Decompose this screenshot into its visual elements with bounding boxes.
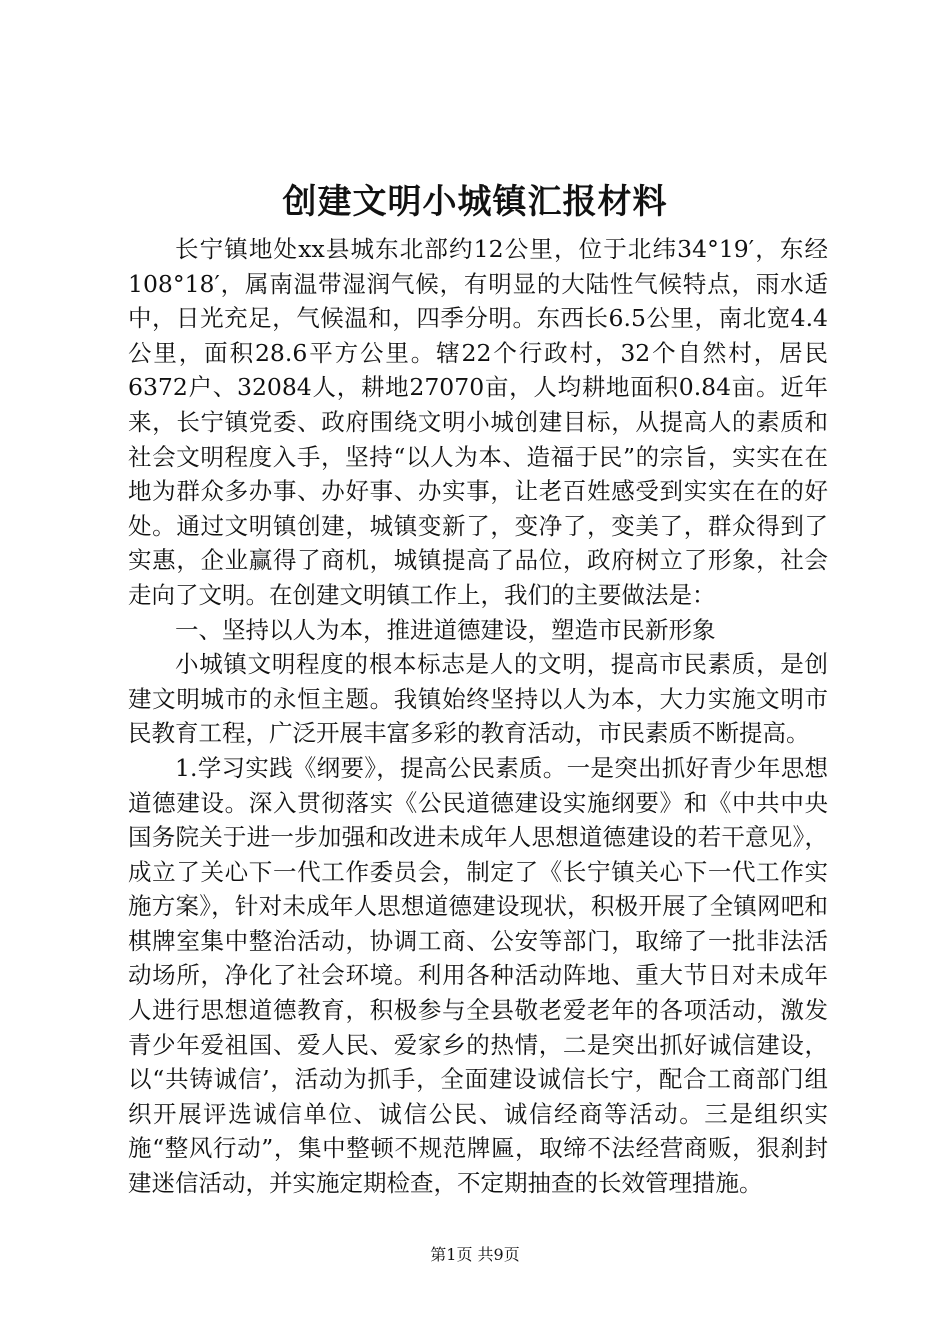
section-1-paragraph: 小城镇文明程度的根本标志是人的文明，提高市民素质，是创建文明城市的永恒主题。我镇始终坚持以人为本，大力实施文明市民教育工程，广泛开展丰富多彩的教育活动，市民素质不断提高。 bbox=[128, 650, 828, 748]
document-title: 创建文明小城镇汇报材料 bbox=[282, 182, 668, 222]
page-footer: 第1页 共9页 bbox=[430, 1245, 520, 1264]
section-heading-1: 一、坚持以人为本，推进道德建设，塑造市民新形象 bbox=[175, 615, 716, 644]
subsection-1-paragraph: 1.学习实践《纲要》，提高公民素质。一是突出抓好青少年思想道德建设。深入贯彻落实《公民道德建设实施纲要》和《中共中央国务院关于进一步加强和改进未成年人思想道德建设的若干意见》，成立了关心下一代工作委员会，制定了《长宁镇关心下一代工作实施方案》，针对未成年人思想道德建设现状，积极开展了全镇网吧和棋牌室集中整治活动，协调工商、公安等部门，取缔了一批非法活动场所，净化了社会环境。利用各种活动阵地、重大节日对未成年人进行思想道德教育，积极参与全县敬老爱老年的各项活动，激发青少年爱祖国、爱人民、爱家乡的热情，二是突出抓好诚信建设，以“共铸诚信’，活动为抓手，全面建设诚信长宁，配合工商部门组织开展评选诚信单位、诚信公民、诚信经商等活动。三是组织实施“整风行动”，集中整顿不规范牌匾，取缔不法经营商贩，狠刹封建迷信活动，并实施定期检查，不定期抽查的长效管理措施。 bbox=[128, 753, 828, 1198]
intro-paragraph: 长宁镇地处xx县城东北部约12公里，位于北纬34°19′，东经108°18′，属南温带湿润气候，有明显的大陆性气候特点，雨水适中，日光充足，气候温和，四季分明。东西长6.5公里，南北宽4.4公里，面积28.6平方公里。辖22个行政村，32个自然村，居民6372户、32084人，耕地27070亩，人均耕地面积0.84亩。近年来，长宁镇党委、政府围绕文明小城创建目标，从提高人的素质和社会文明程度入手，坚持“以人为本、造福于民”的宗旨，实实在在地为群众多办事、办好事、办实事，让老百姓感受到实实在在的好处。通过文明镇创建，城镇变新了，变净了，变美了，群众得到了实惠，企业赢得了商机，城镇提高了品位，政府树立了形象，社会走向了文明。在创建文明镇工作上，我们的主要做法是： bbox=[128, 235, 828, 609]
document-body bbox=[128, 232, 828, 1201]
